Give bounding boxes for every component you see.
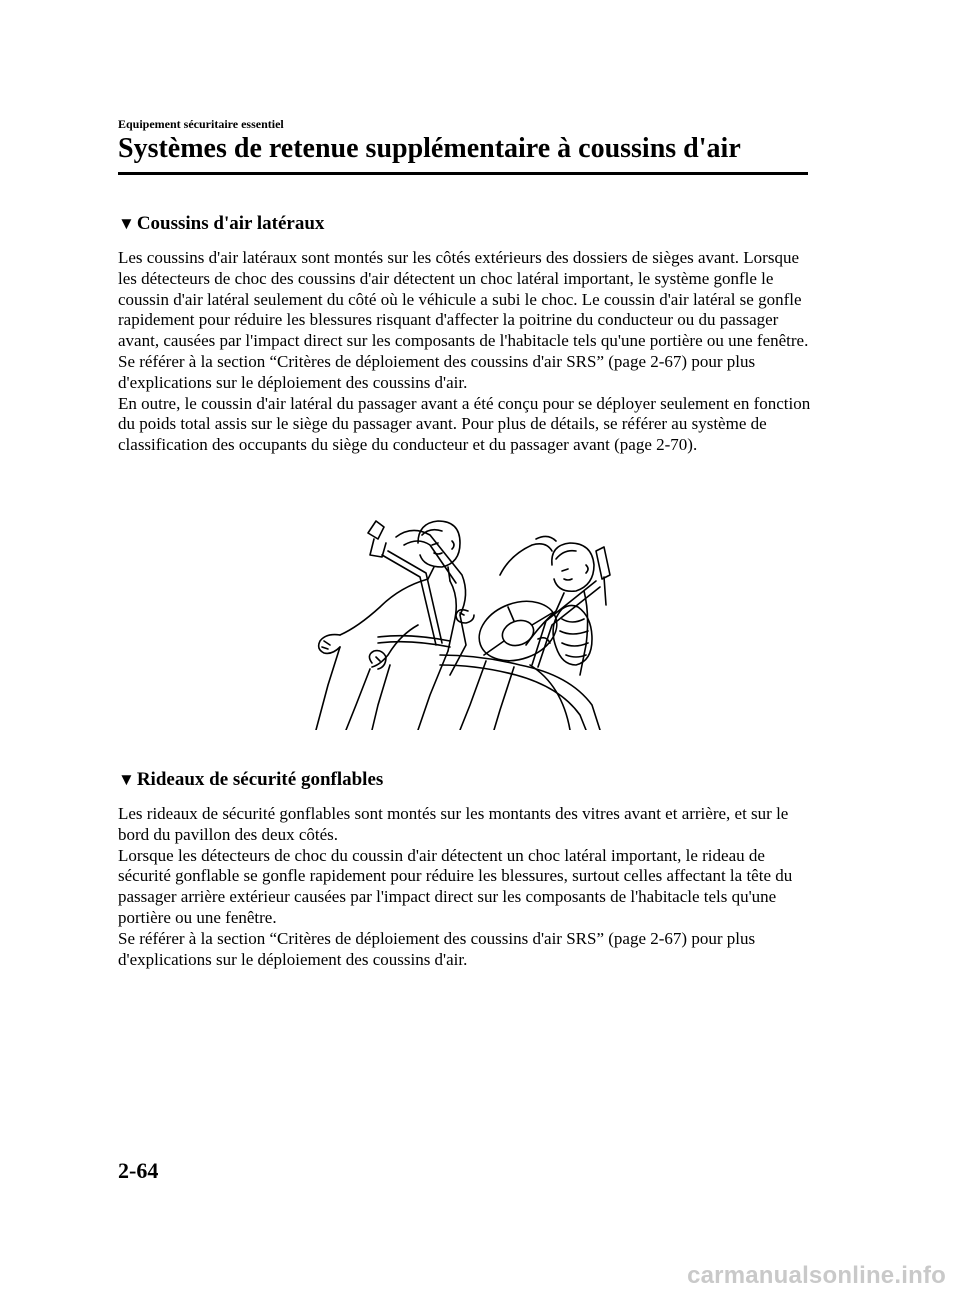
heading-curtain-airbags-text: Rideaux de sécurité gonflables <box>136 769 384 790</box>
passenger-figure <box>316 521 466 730</box>
side-airbags-body <box>118 248 818 456</box>
curtain-airbags-body <box>118 804 818 970</box>
title-divider <box>118 172 808 175</box>
heading-side-airbags-text: Coussins d'air latéraux <box>136 213 325 234</box>
paragraph: Les coussins d'air latéraux sont montés sur les côtés extérieurs des dossiers de sièges avant. Lorsque les détecteurs de choc des coussins d'air détectent un choc latéral important, le système gonfle le coussin d'air latéral seulement du côté où le véhicule a subi le choc. Le coussin d'air latéral se gonfle rapidement pour réduire les blessures risquant d'affecter la poitrine du conducteur ou du passager avant, causées par l'impact direct sur les composants de l'habitacle tels qu'une portière ou une fenêtre. <box>118 248 809 351</box>
page-number: 2-64 <box>118 1158 159 1183</box>
paragraph: Lorsque les détecteurs de choc du coussin d'air détectent un choc latéral important, le rideau de sécurité gonflable se gonfle rapidement pour réduire les blessures, surtout celles affectant la tête du passager arrière extérieur causées par l'impact direct sur les composants de l'habitacle tels qu'une portière ou une fenêtre. <box>118 845 793 927</box>
paragraph: Les rideaux de sécurité gonflables sont montés sur les montants des vitres avant et arrière, et sur le bord du pavillon des deux côtés. <box>118 804 789 844</box>
heading-side-airbags <box>118 212 324 236</box>
triangle-down-icon: ▼ <box>118 770 135 789</box>
side-airbag-illustration <box>300 515 620 730</box>
paragraph: Se référer à la section “Critères de déploiement des coussins d'air SRS” (page 2-67) pour plus d'explications sur le déploiement des coussins d'air. <box>118 351 756 392</box>
watermark: carmanualsonline.info <box>687 1262 946 1289</box>
triangle-down-icon: ▼ <box>118 214 135 233</box>
section-label: Equipement sécuritaire essentiel <box>118 117 284 131</box>
driver-figure <box>440 536 610 730</box>
page-title: Systèmes de retenue supplémentaire à coussins d'air <box>118 133 741 164</box>
paragraph: Se référer à la section “Critères de déploiement des coussins d'air SRS” (page 2-67) pour plus d'explications sur le déploiement des coussins d'air. <box>118 928 756 969</box>
heading-curtain-airbags <box>118 768 383 792</box>
paragraph: En outre, le coussin d'air latéral du passager avant a été conçu pour se déployer seulement en fonction du poids total assis sur le siège du passager avant. Pour plus de détails, se référer au système de classification des occupants du siège du conducteur et du passager avant (page 2-70). <box>118 393 811 455</box>
